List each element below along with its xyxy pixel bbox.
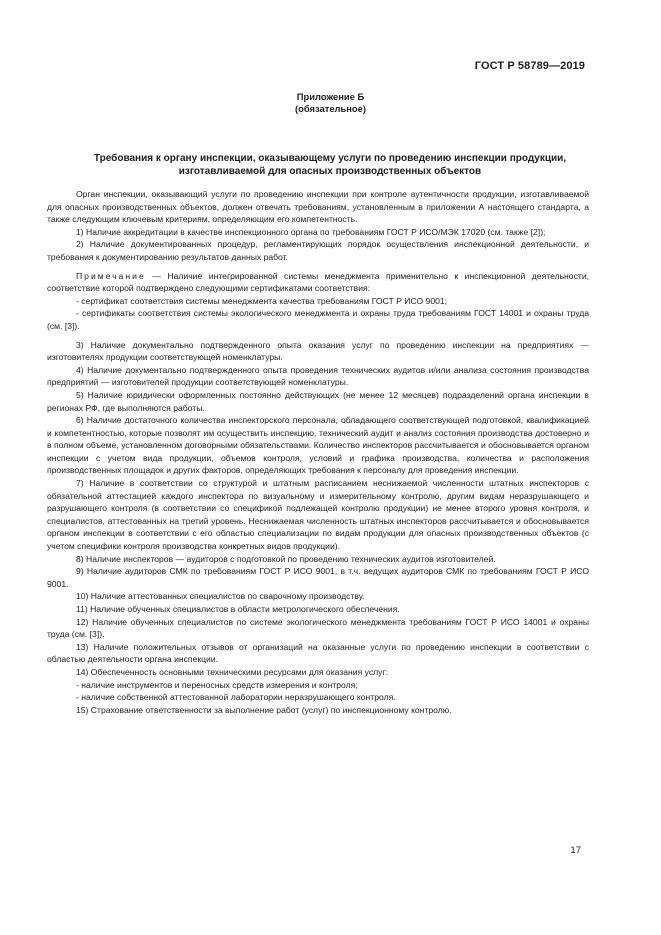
requirement-11: 11) Наличие обученных специалистов в области метрологического обеспечения. — [76, 604, 400, 614]
requirement-10: 10) Наличие аттестованных специалистов по сварочному производству. — [76, 591, 365, 602]
requirement-14: 14) Обеспеченность основными техническими ресурсами для оказания услуг: — [76, 666, 388, 677]
requirement-14-item-2: - наличие собственной аттестованной лаборатории неразрушающего контроля. — [76, 692, 396, 703]
appendix-title: Приложение Б — [296, 91, 365, 102]
requirement-13: 13) Наличие положительных отзывов от организаций на оказанные услуги по проведению инспекции в соответствии с областью деятельности органа инспекции. — [47, 641, 589, 665]
requirement-12: 12) Наличие обученных специалистов по системе экологического менеджмента требованиям ГОСТ Р ИСО 14001 и охраны труда (см. [3]). — [47, 616, 589, 640]
section-title: Требования к органу инспекции, оказывающему услуги по проведению инспекции продукции, изготавливаемой для опасных производственных объектов — [93, 153, 567, 177]
note-item-2: - сертификаты соответствия системы экологического менеджмента и охраны труда требованиям ГОСТ 14001 и охраны труда (см. [3]). — [47, 308, 589, 331]
requirement-15: 15) Страхование ответственности за выполнение работ (услуг) по инспекционному контролю. — [76, 704, 452, 715]
requirement-4: 4) Наличие документально подтвержденного опыта проведения технических аудитов и/или анализа состояния производства предприятий — изготовителей продукции соответствующей номенклатуры. — [47, 364, 589, 388]
requirement-14-item-1: - наличие инструментов и переносных средств измерения и контроля; — [76, 679, 358, 690]
intro-paragraph: Орган инспекции, оказывающий услуги по проведению инспекции при контроле аутентичности продукции, изготавливаемой для опасных производственных объектов, должен отвечать требованиям, установленным в приложении А настоящего стандарта, а также следующим ключевым критериям, определяющим его компетентность. — [47, 189, 589, 225]
body-text — [47, 188, 589, 716]
requirement-6: 6) Наличие достаточного количества инспекторского персонала, обладающего соответствующей подготовкой, квалификацией и компетентностью, которые позволят им осуществить инспекцию, технический аудит и анализ состояния производства достоверно и в полном объеме, установленном договорными обязательствами. Количество инспекторов рассчитывается и обосновывается органом инспекции с учетом вида продукции, объемов контроля, условий и графика производства, количества и расположения производственных площадок и других факторов, определяющих требования к персоналу для проведения инспекции. — [47, 415, 589, 476]
note-text: — Наличие интегрированной системы менеджмента применительно к инспекционной деятельности, соответствие которой подтверждено следующими сертификатами соответствия: — [47, 270, 590, 294]
requirement-7: 7) Наличие в соответствии со структурой и штатным расписанием неснижаемой численности штатных инспекторов с обязательной аттестацией каждого инспектора по визуальному и измерительному контролю, другим видам неразрушающего и разрушающего контроля (в соответствии со спецификой подлежащей контролю продукции) не менее второго уровня контроля, и специалистов, аттестованных на третий уровень. Неснижаемая численность штатных инспекторов рассчитывается и обосновывается органом инспекции в соответствии с его областью специализации по видам продукции для опасных производственных объектов (с учетом специфики контроля производства конкретных видов продукции). — [47, 478, 589, 552]
requirement-3: 3) Наличие документально подтвержденного опыта оказания услуг по проведению инспекции на предприятиях — изготовителях продукции соответствующей номенклатуры. — [47, 339, 589, 363]
appendix-subtitle: (обязательное) — [295, 103, 366, 114]
requirement-5: 5) Наличие юридически оформленных постоянно действующих (не менее 12 месяцев) подразделений органа инспекции в регионах РФ, где выполняются работы. — [47, 389, 589, 413]
requirement-1: 1) Наличие аккредитации в качестве инспекционного органа по требованиям ГОСТ Р ИСО/МЭК 17020 (см. также [2]); — [76, 226, 546, 237]
note-label: Примечание — [76, 270, 146, 281]
page-number: 17 — [570, 845, 581, 856]
requirement-9: 9) Наличие аудиторов СМК по требованиям ГОСТ Р ИСО 9001, в т.ч. ведущих аудиторов СМК по требованиям ГОСТ Р ИСО 9001. — [47, 566, 589, 589]
document-code: ГОСТ Р 58789—2019 — [474, 60, 585, 72]
note-item-1: - сертификат соответствия системы менеджмента качества требованиям ГОСТ Р ИСО 9001; — [76, 295, 448, 306]
requirement-2: 2) Наличие документированных процедур, регламентирующих порядок осуществления инспекционной деятельности, и требования к документированию результатов данных работ. — [47, 239, 589, 262]
note-paragraph — [47, 270, 589, 295]
appendix-heading — [0, 91, 661, 115]
requirement-8: 8) Наличие инспекторов — аудиторов с подготовкой по проведению технических аудитов изготовителей. — [76, 553, 496, 564]
